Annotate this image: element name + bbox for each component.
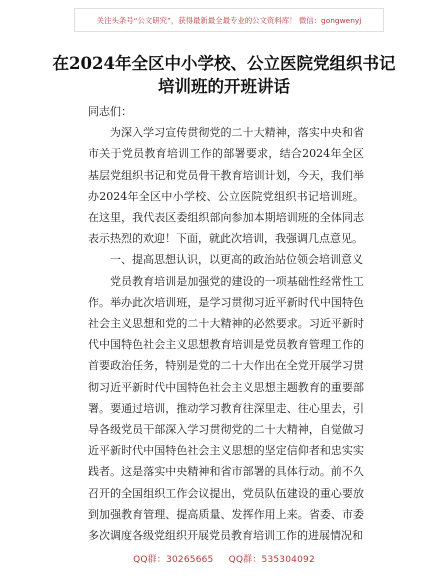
footer-qq-group-2: QQ群：535304092 [228,555,315,565]
paragraph-intro: 为深入学习宣传贯彻党的二十大精神，落实中央和省市关于党员教育培训工作的部署要求，结合2024年全区基层党组织书记和党员骨干教育培训计划，今天，我们举办2024年全区中小学校、公立医院党组织书记培训班。在这里，我代表区委组织部向参加本期培训班的全体同志表示热烈的欢迎！下面，就此次培训，我强调几点意见。 [88,126,364,246]
document-title [30,52,418,98]
title-line-1: 在2024年全区中小学校、公立医院党组织书记 [52,54,396,73]
section-heading: 一、提高思想认识，以更高的政治站位领会培训意义 [110,253,363,267]
title-line-2: 培训班的开班讲话 [158,77,290,96]
document-body [88,101,364,546]
paragraph-body: 党员教育培训是加强党的建设的一项基础性经常性工作。举办此次培训班，是学习贯彻习近平新时代中国特色社会主义思想和党的二十大精神的必然要求。习近平新时代中国特色社会主义思想教育培训是党员教育管理工作的首要政治任务，特别是党的二十大作出在全党开展学习贯彻习近平新时代中国特色社会主义思想主题教育的重要部署。要通过培训，推动学习教育往深里走、往心里去，引导各级党员干部深入学习贯彻党的二十大精神，自觉做习近平新时代中国特色社会主义思想的坚定信仰者和忠实实践者。这是落实中央精神和省市部署的具体行动。前不久召开的全国组织工作会议提出，党员队伍建设的重心要放到加强教育管理、提高质量、发挥作用上来。省委、市委多次调度各级党组织开展党员教育培训工作的进展情况和 [88,274,364,543]
header-banner: 关注头条号“公文研究”，获得最新最全最专业的公文资料库！ 微信：gongwenyj [74,8,384,32]
salutation: 同志们： [88,105,132,118]
footer-qq-group-1: QQ群：30265665 [133,555,214,565]
footer-contact [0,552,448,565]
